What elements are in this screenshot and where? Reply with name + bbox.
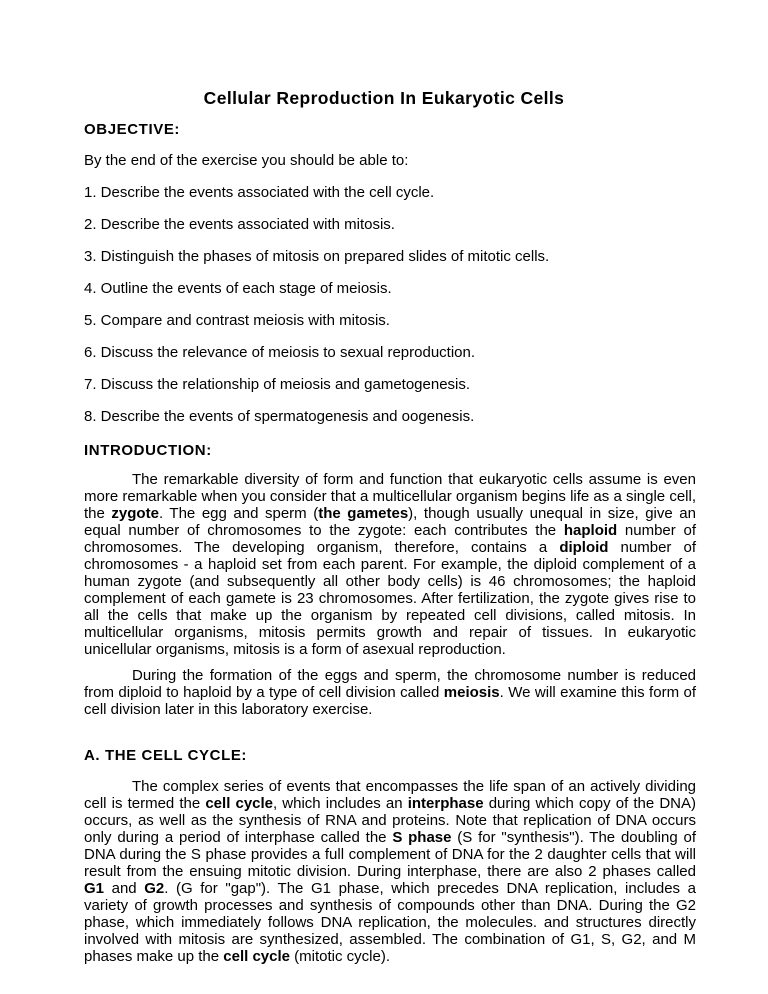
term-gametes: the gametes [318,505,409,522]
objective-item: 1. Describe the events associated with the cell cycle. [84,184,435,201]
term-s-phase: S phase [392,829,452,846]
term-g1: G1 [84,880,105,897]
term-meiosis: meiosis [443,684,500,701]
term-diploid: diploid [559,539,609,556]
introduction-paragraph-1: The remarkable diversity of form and function that eukaryotic cells assume is even more remarkable when you consider that a multicellular organism begins life as a single cell, the zygote. The egg and sperm (the gametes), though usually unequal in size, give an equal number of chromosomes to the zygote: each contributes the haploid number of chromosomes. The developing organism, therefore, contains a diploid number of chromosomes - a haploid set from each parent. For example, the diploid complement of a human zygote (and subsequently all other body cells) is 46 chromosomes; the haploid complement of each gamete is 23 chromosomes. After fertilization, the zygote gives rise to all the cells that make up the organism by repeated cell divisions, called mitosis. In multicellular organisms, mitosis permits growth and repair of tissues. In eukaryotic unicellular organisms, mitosis is a form of asexual reproduction. [84,471,696,658]
term-haploid: haploid [563,522,618,539]
term-g2: G2 [144,880,165,897]
document-title: Cellular Reproduction In Eukaryotic Cells [203,88,565,108]
objective-item: 6. Discuss the relevance of meiosis to sexual reproduction. [84,344,476,361]
term-zygote: zygote [111,505,159,522]
term-cell-cycle: cell cycle [205,795,274,812]
objective-item: 3. Distinguish the phases of mitosis on prepared slides of mitotic cells. [84,248,550,265]
objective-item: 2. Describe the events associated with mitosis. [84,216,395,233]
introduction-heading: INTRODUCTION: [84,442,212,459]
cell-cycle-heading: A. THE CELL CYCLE: [84,747,248,764]
objective-item: 5. Compare and contrast meiosis with mitosis. [84,312,390,329]
objective-intro: By the end of the exercise you should be able to: [84,152,409,169]
objective-heading: OBJECTIVE: [84,121,181,138]
objective-item: 4. Outline the events of each stage of meiosis. [84,280,392,297]
term-cell-cycle: cell cycle [223,948,290,965]
objective-item: 8. Describe the events of spermatogenesis and oogenesis. [84,408,475,425]
term-interphase: interphase [407,795,484,812]
objective-item: 7. Discuss the relationship of meiosis and gametogenesis. [84,376,471,393]
cell-cycle-paragraph: The complex series of events that encompasses the life span of an actively dividing cell is termed the cell cycle, which includes an interphase during which copy of the DNA) occurs, as well as the synthesis of RNA and proteins. Note that replication of DNA occurs only during a period of interphase called the S phase (S for "synthesis"). The doubling of DNA during the S phase provides a full complement of DNA for the 2 daughter cells that will result from the ensuing mitotic division. During interphase, there are also 2 phases called G1 and G2. (G for "gap"). The G1 phase, which precedes DNA replication, includes a variety of growth processes and synthesis of compounds other than DNA. During the G2 phase, which immediately follows DNA replication, the molecules. and structures directly involved with mitosis are synthesized, assembled. The combination of G1, S, G2, and M phases make up the cell cycle (mitotic cycle). [84,778,697,965]
introduction-paragraph-2: During the formation of the eggs and sperm, the chromosome number is reduced from diploid to haploid by a type of cell division called meiosis. We will examine this form of cell division later in this laboratory exercise. [84,667,696,718]
